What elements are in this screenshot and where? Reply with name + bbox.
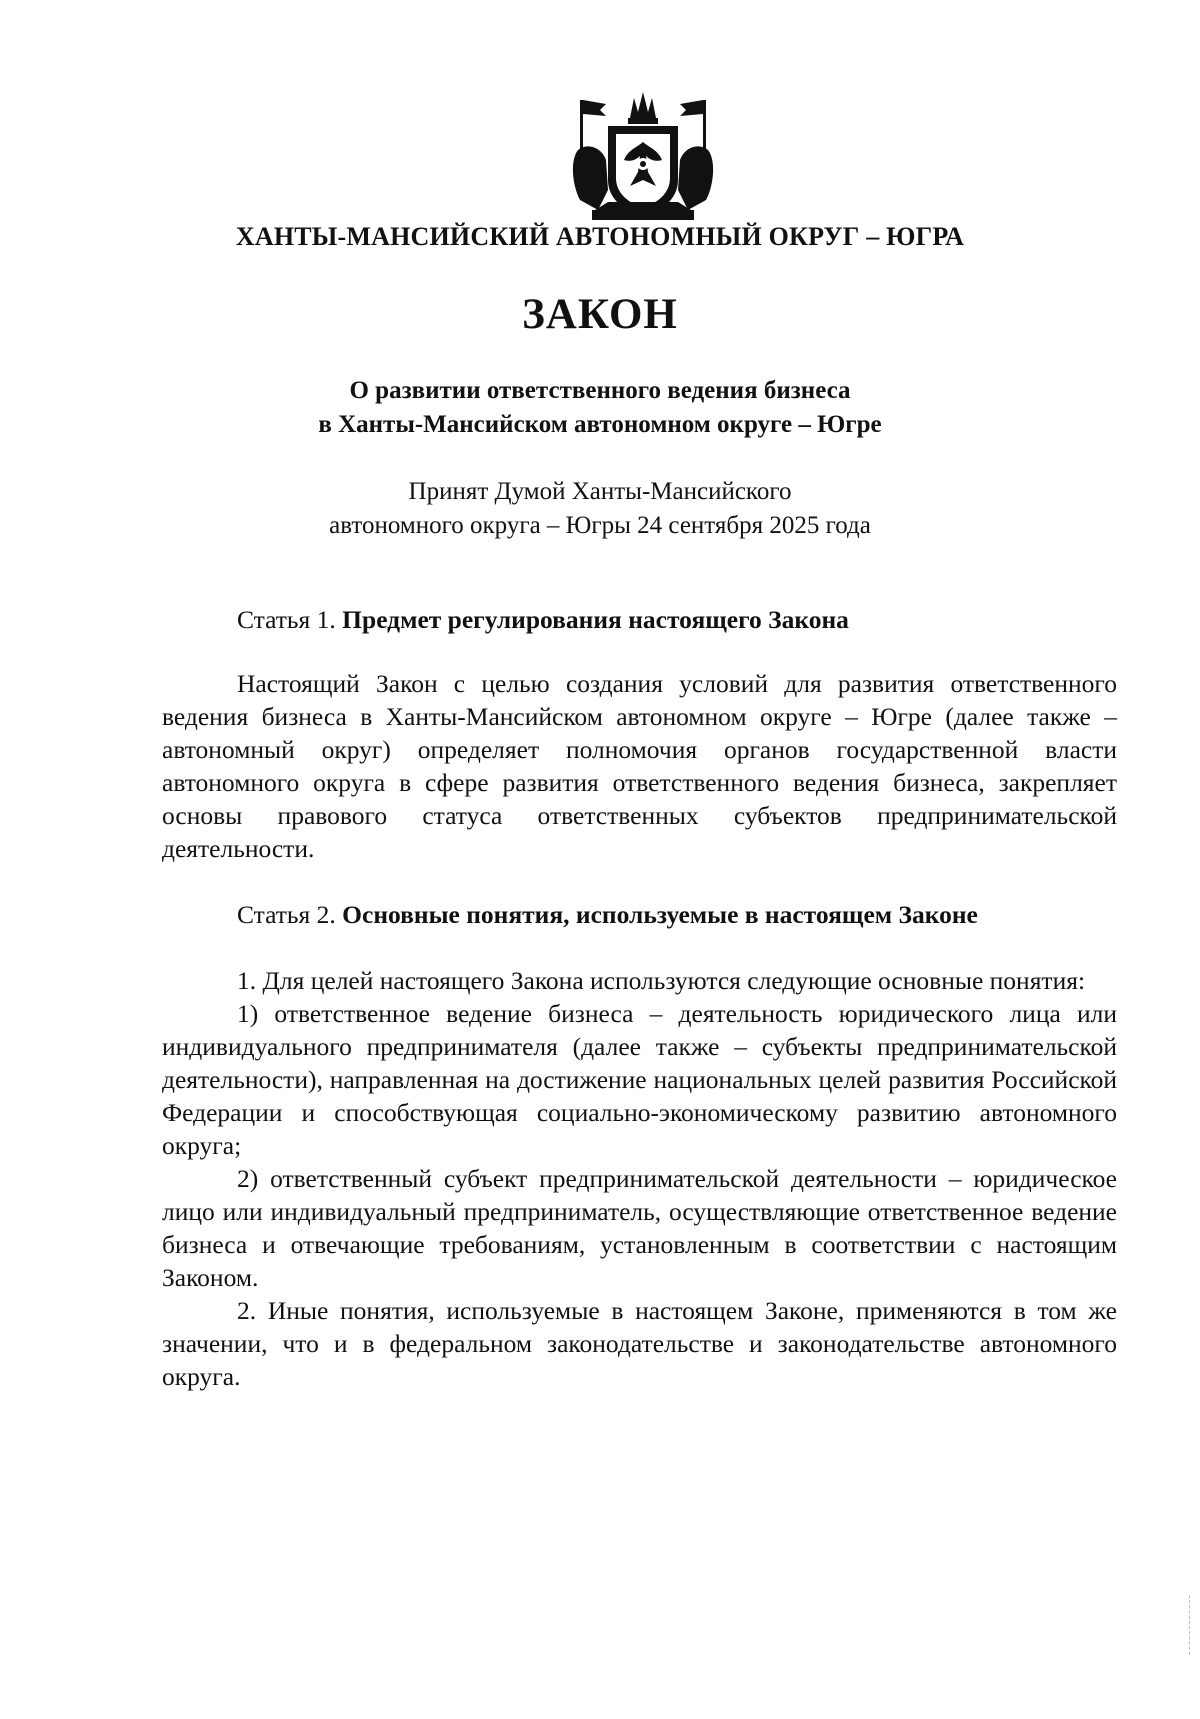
document-type: ЗАКОН	[522, 291, 678, 338]
article-2-heading	[237, 898, 1117, 931]
article-2-part-1: 1. Для целей настоящего Закона используются следующие основные понятия:	[237, 966, 1086, 995]
coat-of-arms-icon	[568, 90, 718, 224]
adoption-line-2: автономного округа – Югры 24 сентября 2025 года	[329, 512, 871, 539]
article-1-body	[162, 667, 1117, 865]
article-2-part-1-item-1: 1) ответственное ведение бизнеса – деятельность юридического лица или индивидуального предпринимателя (далее также – субъекты предпринимательской деятельности), направленная на достижение национальных целей развития Российской Федерации и способствующая социально-экономическому развитию автономного округа;	[162, 999, 1117, 1160]
law-title-line-2: в Ханты-Мансийском автономном округе – Югре	[318, 411, 882, 438]
article-2-body	[162, 964, 1117, 1393]
article-2-part-1-item-2: 2) ответственный субъект предпринимательской деятельности – юридическое лицо или индивидуальный предприниматель, осуществляющие ответственное ведение бизнеса и отвечающие требованиям, установленным в соответствии с настоящим Законом.	[162, 1164, 1117, 1292]
law-title	[0, 374, 1200, 442]
article-1-title: Предмет регулирования настоящего Закона	[342, 605, 849, 634]
scan-edge-mark	[1189, 1595, 1191, 1655]
article-2-label: Статья 2.	[237, 900, 336, 929]
article-2-title: Основные понятия, используемые в настоящем Законе	[342, 900, 978, 929]
article-1-paragraph: Настоящий Закон с целью создания условий для развития ответственного ведения бизнеса в Ханты-Мансийском автономном округе – Югре (далее также – автономный округ) определяет полномочия органов государственной власти автономного округа в сфере развития ответственного ведения бизнеса, закрепляет основы правового статуса ответственных субъектов предпринимательской деятельности.	[162, 669, 1117, 863]
adoption-info	[0, 475, 1200, 543]
article-1-label: Статья 1.	[237, 605, 336, 634]
region-name: ХАНТЫ-МАНСИЙСКИЙ АВТОНОМНЫЙ ОКРУГ – ЮГРА	[235, 222, 965, 251]
article-1-heading	[237, 603, 1117, 636]
adoption-line-1: Принят Думой Ханты-Мансийского	[408, 478, 792, 505]
article-2-part-2: 2. Иные понятия, используемые в настоящем Законе, применяются в том же значении, что и в федеральном законодательстве и законодательстве автономного округа.	[162, 1296, 1117, 1391]
law-title-line-1: О развитии ответственного ведения бизнеса	[349, 377, 851, 404]
